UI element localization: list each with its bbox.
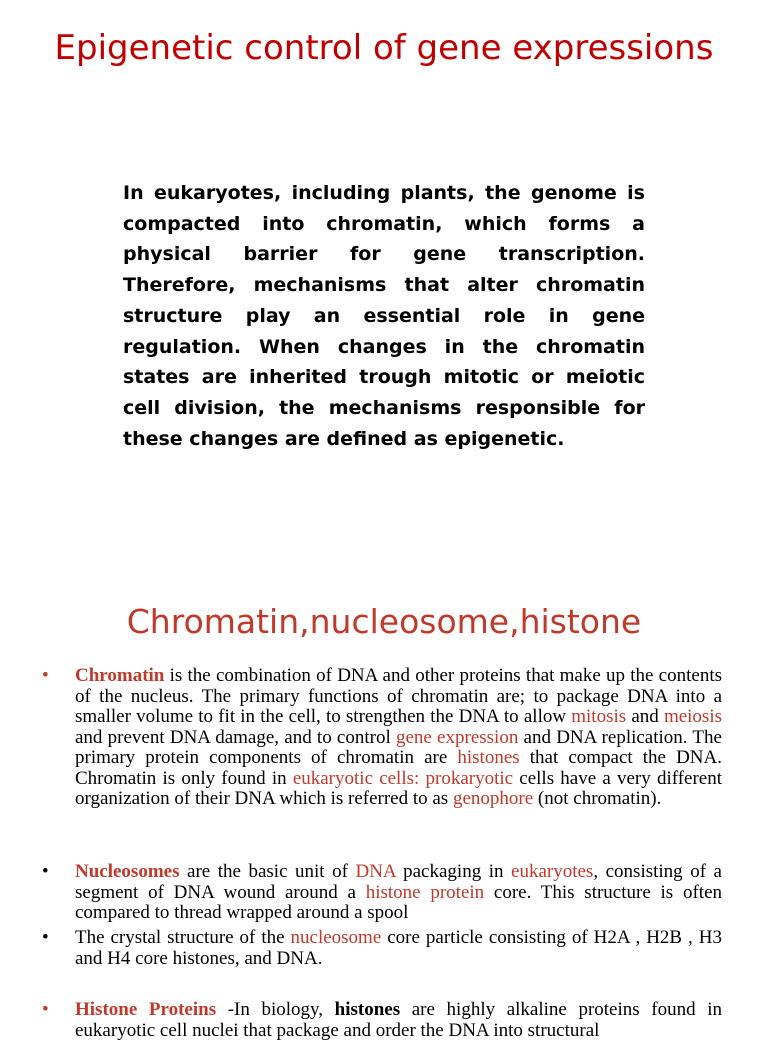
- link-dna[interactable]: DNA: [355, 861, 396, 882]
- term-chromatin: Chromatin: [75, 665, 165, 686]
- link-eukaryotic-cells[interactable]: eukaryotic cells: prokaryotic: [292, 767, 514, 789]
- link-gene-expression[interactable]: gene expression: [395, 726, 519, 748]
- bullet-dot: •: [42, 999, 49, 1020]
- bullet-nucleosomes: • Nucleosomes are the basic unit of DNA packaging in eukaryotes, consisting of a segment of DNA wound around a histone protein core. This structure is often compared to thread wrapped around a spool: [42, 861, 722, 923]
- link-eukaryotes[interactable]: eukaryotes: [511, 861, 594, 882]
- link-genophore[interactable]: genophore: [452, 788, 534, 809]
- term-histone-proteins: Histone Proteins: [75, 999, 217, 1020]
- bullet-chromatin: • Chromatin is the combination of DNA and other proteins that make up the contents of the nucleus. The primary functions of chromatin are; to package DNA into a smaller volume to fit in the cell, to strengthen the DNA to allow mitosis and meiosis and prevent DNA damage, and to control gene expression and DNA replication. The primary protein components of chromatin are histones that compact the DNA. Chromatin is only found in eukaryotic cells: prokaryotic cells have a very different organization of their DNA which is referred to as genophore (not chromatin).: [42, 665, 723, 809]
- section-heading: Chromatin,nucleosome,histone: [126, 602, 642, 641]
- term-histones: histones: [334, 999, 401, 1020]
- bullet-dot: •: [42, 665, 49, 686]
- bullet-dot: •: [42, 927, 49, 948]
- bullet-histone-proteins: • Histone Proteins -In biology, histones are highly alkaline proteins found in eukaryotic cell nuclei that package and order the DNA into structural: [42, 999, 722, 1041]
- link-meiosis[interactable]: meiosis: [663, 706, 722, 727]
- term-nucleosomes: Nucleosomes: [75, 861, 180, 882]
- intro-paragraph: In eukaryotes, including plants, the genome is compacted into chromatin, which forms a physical barrier for gene transcription. Therefore, mechanisms that alter chromatin structure play an essential role in gene regulation. When changes in the chromatin states are inherited trough mitotic or meiotic cell division, the mechanisms responsible for these changes are defined as epigenetic.: [123, 182, 645, 450]
- link-nucleosome[interactable]: nucleosome: [290, 927, 382, 948]
- link-histone-protein[interactable]: histone protein: [365, 881, 485, 903]
- link-histones[interactable]: histones: [457, 747, 520, 768]
- link-mitosis[interactable]: mitosis: [571, 706, 627, 727]
- bullet-crystal-structure: • The crystal structure of the nucleosome core particle consisting of H2A , H2B , H3 and H4 core histones, and DNA.: [42, 927, 722, 969]
- bullet-dot: •: [42, 861, 49, 882]
- slide-title: Epigenetic control of gene expressions: [54, 28, 714, 68]
